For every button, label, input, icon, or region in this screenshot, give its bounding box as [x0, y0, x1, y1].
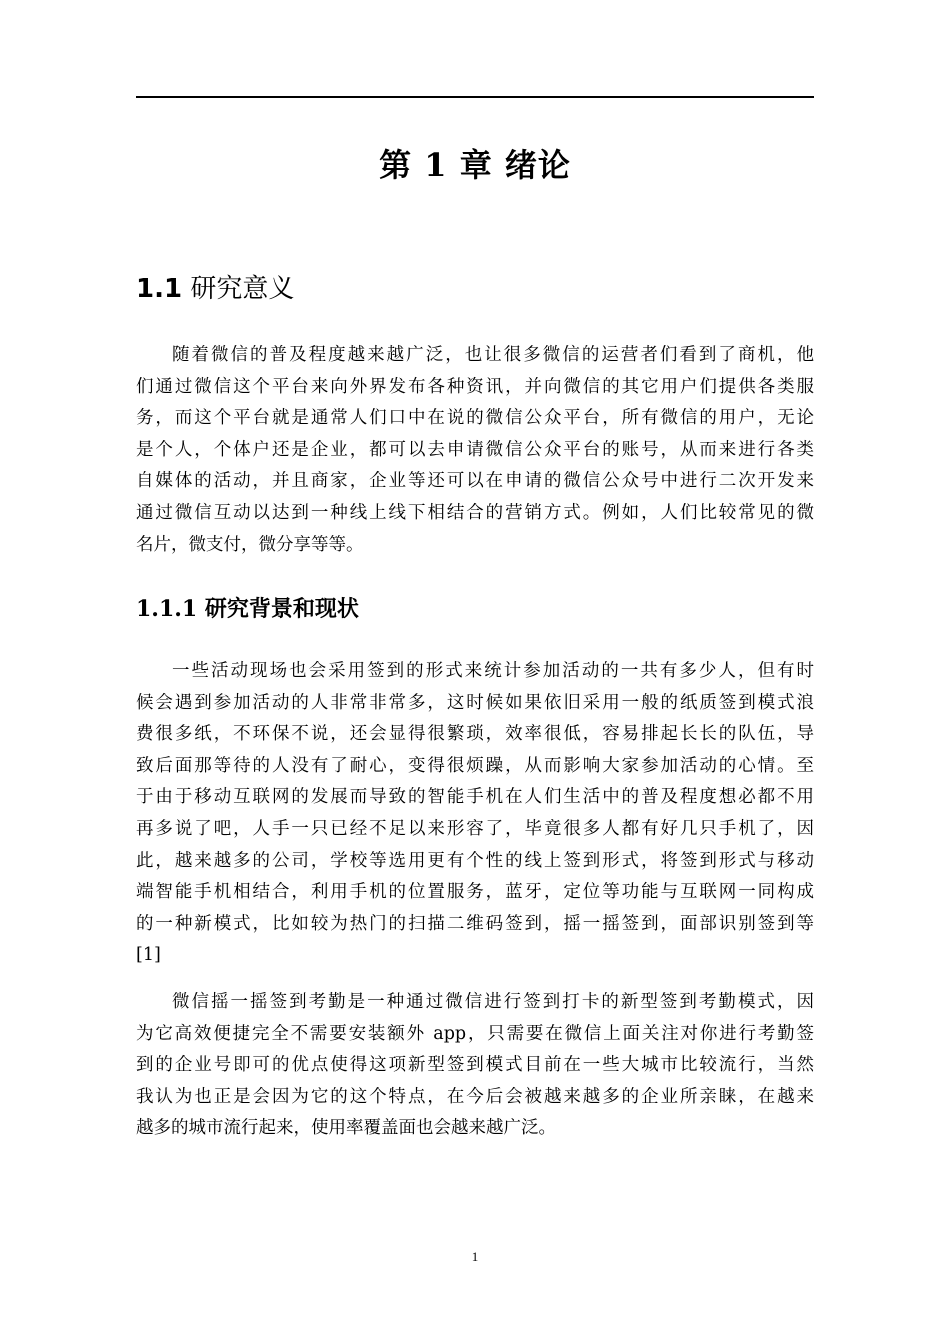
- text-line: 再多说了吧，人手一只已经不足以来形容了，毕竟很多人都有好几只手机了，因: [136, 818, 814, 839]
- text-line: 名片，微支付，微分享等等。: [136, 534, 364, 555]
- text-line: 候会遇到参加活动的人非常非常多，这时候如果依旧采用一般的纸质签到模式浪: [136, 692, 814, 713]
- text-line: 们通过微信这个平台来向外界发布各种资讯，并向微信的其它用户们提供各类服: [136, 376, 814, 397]
- section-title: 研究意义: [190, 274, 295, 304]
- text-line: 于由于移动互联网的发展而导致的智能手机在人们生活中的普及程度想必都不用: [136, 787, 814, 808]
- paragraph-wechat-checkin: [136, 987, 814, 1145]
- text-line: 此，越来越多的公司，学校等选用更有个性的线上签到形式，将签到形式与移动: [136, 850, 814, 871]
- text-line: 的一种新模式，比如较为热门的扫描二维码签到，摇一摇签到，面部识别签到等: [136, 913, 814, 934]
- text-line: 一些活动现场也会采用签到的形式来统计参加活动的一共有多少人，但有时: [172, 661, 814, 681]
- text-line: 随着微信的普及程度越来越广泛，也让很多微信的运营者们看到了商机，他: [172, 345, 814, 365]
- text-line: 通过微信互动以达到一种线上线下相结合的营销方式。例如，人们比较常见的微: [136, 502, 814, 523]
- paragraph-research-significance: [136, 340, 814, 561]
- section-heading-1-1: [136, 268, 294, 305]
- section-number: 1.1: [136, 274, 183, 304]
- text-line: 费很多纸，不环保不说，还会显得很繁琐，效率很低，容易排起长长的队伍，导: [136, 724, 814, 745]
- header-rule: [136, 96, 814, 98]
- text-line: 务，而这个平台就是通常人们口中在说的微信公众平台，所有微信的用户，无论: [136, 408, 814, 429]
- text-line: 我认为也正是会因为它的这个特点，在今后会被越来越多的企业所亲睐，在越来: [136, 1086, 814, 1107]
- chapter-title: 第 1 章 绪论: [379, 146, 571, 184]
- text-line: 微信摇一摇签到考勤是一种通过微信进行签到打卡的新型签到考勤模式，因: [172, 992, 814, 1012]
- section-heading-1-1-1: 1.1.1 研究背景和现状: [136, 596, 359, 622]
- text-line: 致后面那等待的人没有了耐心，变得很烦躁，从而影响大家参加活动的心情。至: [136, 755, 814, 776]
- citation-line: [1]: [136, 945, 161, 966]
- text-line: 端智能手机相结合，利用手机的位置服务，蓝牙，定位等功能与互联网一同构成: [136, 882, 814, 903]
- text-line: 到的企业号即可的优点使得这项新型签到模式目前在一些大城市比较流行，当然: [136, 1055, 814, 1076]
- paragraph-background: [136, 656, 814, 972]
- page-number: 1: [471, 1249, 479, 1264]
- text-line: 越多的城市流行起来，使用率覆盖面也会越来越广泛。: [136, 1118, 556, 1139]
- text-line: 为它高效便捷完全不需要安装额外 app，只需要在微信上面关注对你进行考勤签: [136, 1023, 814, 1044]
- text-line: 自媒体的活动，并且商家，企业等还可以在申请的微信公众号中进行二次开发来: [136, 471, 814, 492]
- text-line: 是个人，个体户还是企业，都可以去申请微信公众平台的账号，从而来进行各类: [136, 439, 814, 460]
